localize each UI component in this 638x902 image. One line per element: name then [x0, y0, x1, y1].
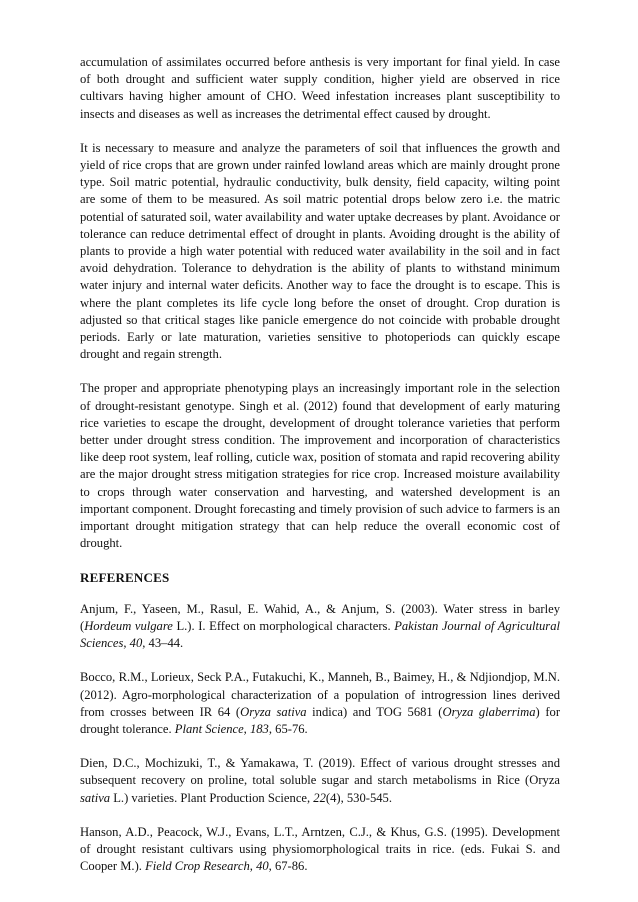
reference-dien-2019: Dien, D.C., Mochizuki, T., & Yamakawa, T. (2019). Effect of various drought stresses and subsequent recovery on proline, total soluble sugar and starch metabolisms in Rice (Oryza sativa L.) varieties. Plant Production Science, 22(4), 530-545. — [80, 756, 560, 805]
document-page — [80, 54, 560, 892]
reference-bocco-2012: Bocco, R.M., Lorieux, Seck P.A., Futakuchi, K., Manneh, B., Baimey, H., & Ndjiondjop, M.N. (2012). Agro-morphological characterization of a population of introgression lines derived from crosses between IR 64 (Oryza sativa indica) and TOG 5681 (Oryza glaberrima) for drought tolerance. Plant Science, 183, 65-76. — [80, 670, 561, 736]
body-paragraph-1: accumulation of assimilates occurred before anthesis is very important for final yield. In case of both drought and sufficient water supply condition, higher yield are observed in rice cultivars having higher amount of CHO. Weed infestation increases plant susceptibility to insects and diseases as well as increases the detrimental effect caused by drought. — [80, 55, 560, 121]
body-paragraph-3: The proper and appropriate phenotyping plays an increasingly important role in the selection of drought-resistant genotype. Singh et al. (2012) found that development of early maturing rice varieties to escape the drought, development of drought tolerance varieties that perform better under drought stress condition. The improvement and incorporation of characteristics like deep root system, leaf rolling, cuticle wax, position of stomata and rapid recovering ability are the major drought stress mitigation strategies for rice crop. Increased moisture availability to crops through water conservation and harvesting, and watershed development is an important component. Drought forecasting and timely provision of such advice to farmers is an important drought mitigation strategy that can help reduce the overall economic cost of drought. — [80, 381, 560, 551]
reference-anjum-2003: Anjum, F., Yaseen, M., Rasul, E. Wahid, A., & Anjum, S. (2003). Water stress in barley (Hordeum vulgare L.). I. Effect on morphological characters. Pakistan Journal of Agricultural Sciences, 40, 43–44. — [80, 601, 560, 651]
references-heading: REFERENCES — [80, 570, 170, 586]
body-paragraph-2: It is necessary to measure and analyze the parameters of soil that influences the growth and yield of rice crops that are grown under rainfed lowland areas which are mainly drought prone type. Soil matric potential, hydraulic conductivity, bulk density, field capacity, wilting point are some of them to be measured. As soil matric potential drops below zero i.e. the matric potential of saturated soil, water availability and water uptake decreases by plant. Avoidance or tolerance can reduce detrimental effect of drought in plants. Avoiding drought is the ability of plants to provide a high water potential with reduced water availability in the soil and in fact avoid dehydration. Tolerance to dehydration is the ability of plants to withstand minimum water injury and internal water deficits. Another way to face the drought is to escape. This is where the plant completes its life cycle long before the onset of drought. Crop duration is adjusted so that critical stages like panicle emergence do not coincide with probable drought periods. Early or late maturation, varieties sensitive to photoperiods can quickly escape drought and regain strength. — [80, 140, 560, 362]
reference-hanson-1995: Hanson, A.D., Peacock, W.J., Evans, L.T., Arntzen, C.J., & Khus, G.S. (1995). Development of drought resistant cultivars using physiomorphological traits in rice. (eds. Fukai S. and Cooper M.). Field Crop Research, 40, 67-86. — [80, 824, 560, 874]
